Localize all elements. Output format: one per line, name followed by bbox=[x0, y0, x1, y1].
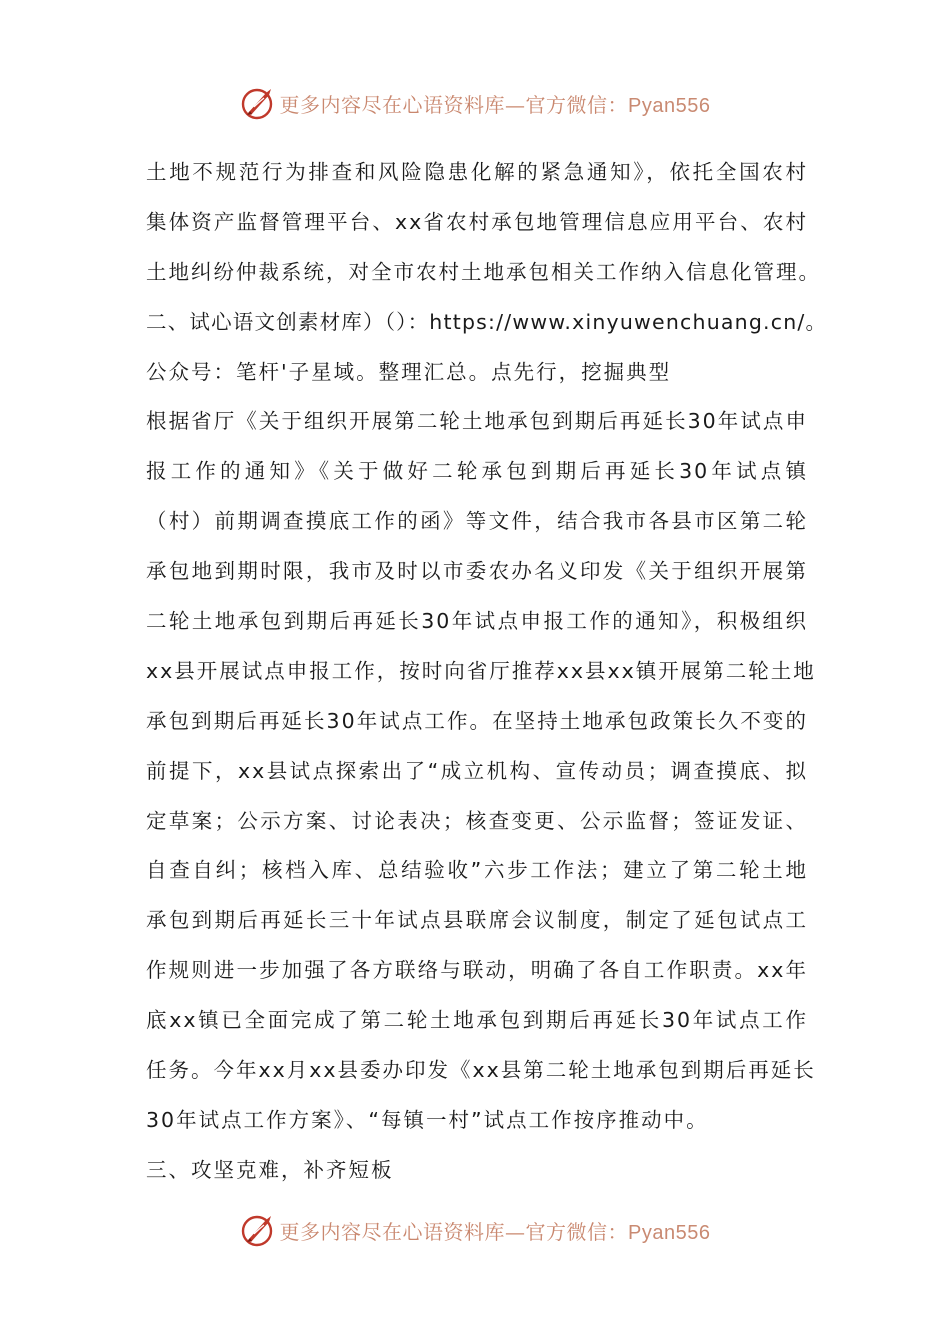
footer-watermark bbox=[0, 1210, 950, 1250]
text-line: 二轮土地承包到期后再延长30年试点申报工作的通知》，积极组织 bbox=[146, 609, 808, 634]
text-line: 公众号：笔杆'子星域。整理汇总。点先行，挖掘典型 bbox=[146, 359, 672, 384]
text-line: 承包到期后再延长30年试点工作。在坚持土地承包政策长久不变的 bbox=[146, 708, 808, 733]
document-body bbox=[146, 148, 828, 1196]
text-line: 根据省厅《关于组织开展第二轮土地承包到期后再延长30年试点申 bbox=[146, 409, 808, 434]
header-watermark bbox=[0, 83, 950, 123]
text-line: 二、试心语文创素材库）（）：https://www.xinyuwenchuang.cn/。 bbox=[146, 309, 828, 334]
text-line: 底xx镇已全面完成了第二轮土地承包到期后再延长30年试点工作 bbox=[146, 1008, 808, 1033]
text-line: （村）前期调查摸底工作的函》等文件，结合我市各县市区第二轮 bbox=[146, 509, 808, 534]
text-line: 30年试点工作方案》、“每镇一村”试点工作按序推动中。 bbox=[146, 1107, 709, 1132]
text-line: 承包地到期时限，我市及时以市委农办名义印发《关于组织开展第 bbox=[146, 559, 808, 584]
text-line: 定草案；公示方案、讨论表决；核查变更、公示监督；签证发证、 bbox=[146, 808, 808, 833]
text-line: 承包到期后再延长三十年试点县联席会议制度，制定了延包试点工 bbox=[146, 908, 808, 933]
text-line: 作规则进一步加强了各方联络与联动，明确了各自工作职责。xx年 bbox=[146, 958, 808, 983]
text-line: 土地纠纷仲裁系统，对全市农村土地承包相关工作纳入信息化管理。 bbox=[146, 259, 821, 284]
text-line: 任务。今年xx月xx县委办印发《xx县第二轮土地承包到期后再延长 bbox=[146, 1058, 816, 1083]
text-line: 集体资产监督管理平台、xx省农村承包地管理信息应用平台、农村 bbox=[146, 209, 808, 234]
watermark-text: 更多内容尽在心语资料库—官方微信：Pyan556 bbox=[279, 92, 711, 117]
watermark-text: 更多内容尽在心语资料库—官方微信：Pyan556 bbox=[279, 1219, 711, 1244]
text-line: xx县开展试点申报工作，按时向省厅推荐xx县xx镇开展第二轮土地 bbox=[146, 658, 816, 683]
text-line: 土地不规范行为排查和风险隐患化解的紧急通知》，依托全国农村 bbox=[146, 160, 808, 184]
text-line: 前提下，xx县试点探索出了“成立机构、宣传动员；调查摸底、拟 bbox=[146, 758, 808, 783]
pen-logo-icon bbox=[240, 85, 276, 121]
text-line: 报工作的通知》《关于做好二轮承包到期后再延长30年试点镇 bbox=[146, 459, 808, 484]
text-line: 自查自纠；核档入库、总结验收”六步工作法；建立了第二轮土地 bbox=[146, 858, 808, 883]
section-heading: 三、攻坚克难，补齐短板 bbox=[146, 1157, 394, 1182]
pen-logo-icon bbox=[240, 1212, 276, 1248]
